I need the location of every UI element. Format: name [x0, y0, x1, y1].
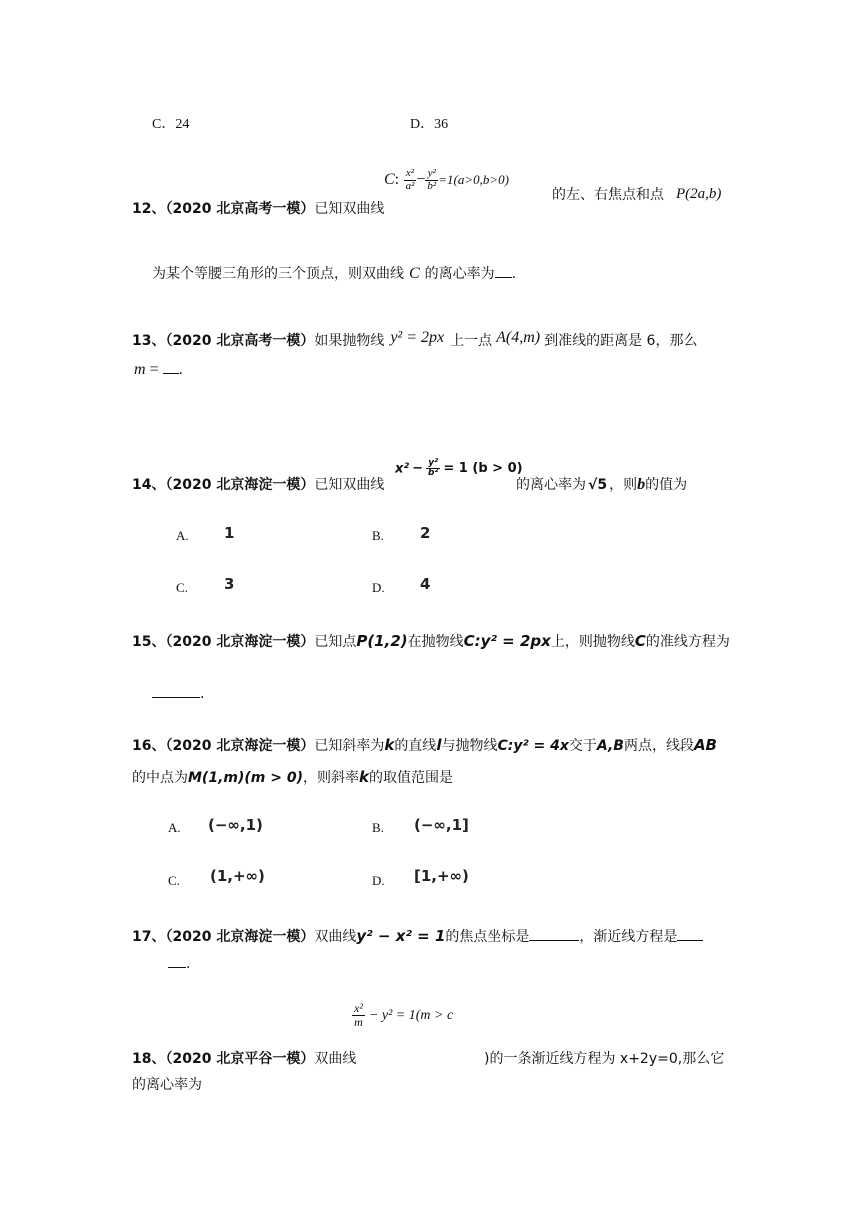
option-d-letter: D. [372, 580, 385, 595]
point-p: P(2a,b) [676, 186, 722, 202]
curve-label: C [634, 632, 646, 650]
colon: : [394, 171, 400, 189]
question-18-line1 [132, 1048, 356, 1068]
variable-k: k [358, 768, 369, 786]
denominator: a² [405, 179, 415, 192]
question-source: （2020 北京高考一模） [165, 201, 315, 217]
question-text: 双曲线 [314, 929, 357, 945]
question-number: 14、 [132, 477, 166, 493]
option-b-value: (−∞,1] [414, 816, 469, 834]
question-text: 的中点为 [132, 770, 188, 786]
equals-sign: = [149, 361, 159, 378]
option-c-value: (1,+∞) [210, 867, 265, 885]
answer-blank [495, 277, 512, 278]
question-number: 16、 [132, 738, 166, 754]
point-a: A(4,m) [496, 329, 541, 346]
question-source: （2020 北京海淀一模） [165, 738, 315, 754]
question-14-line1-end [516, 474, 687, 494]
option-a-letter: A. [168, 820, 181, 835]
question-13-line2 [134, 361, 183, 379]
question-text: 的准线方程为 [645, 634, 730, 650]
question-number: 17、 [132, 929, 166, 945]
question-text: 为某个等腰三角形的三个顶点，则双曲线 [152, 266, 404, 282]
numerator: x² [354, 1001, 363, 1015]
question-12-text2: 的左、右焦点和点 [552, 187, 664, 203]
question-18-line2: 的离心率为 [132, 1077, 202, 1093]
parabola-equation: C:y² = 4x [497, 738, 569, 754]
question-text: 双曲线 [314, 1051, 357, 1067]
variable-b: b [637, 476, 646, 493]
period: . [200, 686, 205, 702]
question-source: （2020 北京海淀一模） [165, 634, 315, 650]
question-text: 的离心率为 [424, 266, 495, 282]
question-17-line2 [168, 956, 190, 972]
points-ab: A,B [596, 738, 624, 754]
period: . [511, 266, 517, 282]
option-b-value: 2 [420, 524, 431, 542]
option-a-value: (−∞,1) [208, 816, 263, 834]
option-c-value: 3 [224, 575, 235, 593]
question-number: 18、 [132, 1051, 166, 1067]
option-a-letter: A. [176, 528, 189, 543]
hyperbola-equation: y² − x² = 1 [356, 927, 446, 945]
variable-k: k [384, 736, 395, 754]
hyperbola-equation [352, 1002, 453, 1028]
minus-sign: − [412, 461, 423, 477]
question-text: 交于 [568, 738, 597, 754]
option-b-letter: B. [372, 820, 384, 835]
option-c-letter: C. [168, 873, 180, 888]
question-text: 两点，线段 [623, 738, 694, 754]
answer-blank-foci [529, 940, 579, 941]
question-18-text2: )的一条渐近线方程为 x+2y=0,那么它 [484, 1051, 725, 1067]
question-text: 的焦点坐标是 [445, 929, 530, 945]
question-12-line2 [152, 263, 516, 283]
option-b-letter: B. [372, 528, 384, 543]
curve-label: C [384, 171, 395, 189]
question-text: 已知斜率为 [314, 738, 385, 754]
question-number: 15、 [132, 634, 166, 650]
option-c: C．24 [152, 117, 190, 132]
question-number: 13、 [132, 333, 166, 349]
option-c-letter: C. [176, 580, 188, 595]
option-d-value: 4 [420, 575, 431, 593]
question-number: 12、 [132, 201, 166, 217]
answer-blank-asymptote [677, 940, 703, 941]
option-a-value: 1 [224, 524, 235, 542]
equation-rest: =1(a>0,b>0) [438, 172, 509, 188]
fraction-x-over-m [352, 1002, 365, 1028]
numerator: y² [425, 168, 438, 181]
question-12-line1 [132, 198, 384, 218]
numerator: x² [404, 168, 417, 181]
question-17-line1 [132, 926, 703, 946]
period: . [178, 362, 184, 378]
parabola-equation: C:y² = 2px [463, 632, 551, 650]
question-16-line1 [132, 735, 717, 755]
question-16-line2 [132, 767, 453, 787]
x-squared: x² [395, 461, 410, 477]
segment-ab: AB [693, 736, 717, 754]
point-p: P(1,2) [356, 632, 408, 650]
minus-sign: − [416, 171, 426, 189]
answer-blank [163, 373, 179, 374]
fraction-x-over-a [404, 168, 417, 192]
question-text: 的直线 [394, 738, 437, 754]
denominator: b² [427, 179, 437, 192]
hyperbola-equation [395, 459, 523, 479]
question-text: 上一点 [450, 333, 493, 349]
question-source: （2020 北京海淀一模） [165, 929, 315, 945]
question-text: 已知双曲线 [314, 201, 385, 217]
denominator: b² [428, 468, 439, 479]
question-source: （2020 北京海淀一模） [165, 477, 315, 493]
answer-blank [152, 697, 200, 698]
question-15-line2 [152, 686, 204, 702]
question-text: 上，则抛物线 [550, 634, 635, 650]
question-13-line1 [132, 330, 697, 350]
question-text: 到准线的距离是 6，那么 [544, 333, 698, 349]
fraction-y-over-b [426, 459, 440, 479]
question-text: 的离心率为 [516, 477, 586, 493]
numerator: y² [426, 459, 440, 469]
question-text: 已知双曲线 [314, 477, 385, 493]
question-text: ，则 [609, 477, 638, 493]
parabola-equation: y² = 2px [390, 329, 445, 346]
question-14-line1 [132, 474, 384, 494]
option-d: D．36 [410, 117, 449, 132]
curve-label: C [409, 265, 420, 282]
question-text: 的值为 [645, 477, 688, 493]
question-source: （2020 北京高考一模） [165, 333, 315, 349]
equation-rest: − y² = 1(m > c [368, 1008, 454, 1024]
hyperbola-equation [384, 168, 509, 192]
variable-m: m [134, 361, 146, 378]
variable-l: l [436, 736, 442, 754]
equation-rest: = 1 (b > 0) [443, 461, 523, 477]
question-text: ，渐近线方程是 [579, 929, 678, 945]
option-d-value: [1,+∞) [414, 867, 469, 885]
period: . [186, 956, 191, 972]
question-text: 已知点 [314, 634, 357, 650]
question-text: ，则斜率 [302, 770, 359, 786]
denominator: m [354, 1014, 363, 1029]
question-text: 与抛物线 [441, 738, 498, 754]
question-text: 如果抛物线 [314, 333, 385, 349]
question-source: （2020 北京平谷一模） [165, 1051, 315, 1067]
question-text: 在抛物线 [407, 634, 464, 650]
fraction-y-over-b [425, 168, 438, 192]
sqrt-5: √5 [588, 477, 608, 493]
midpoint-m: M(1,m)(m > 0) [188, 770, 303, 786]
option-d-letter: D. [372, 873, 385, 888]
question-text: 的取值范围是 [368, 770, 453, 786]
question-15-line1 [132, 631, 730, 651]
answer-blank-asymptote-cont [168, 967, 186, 968]
